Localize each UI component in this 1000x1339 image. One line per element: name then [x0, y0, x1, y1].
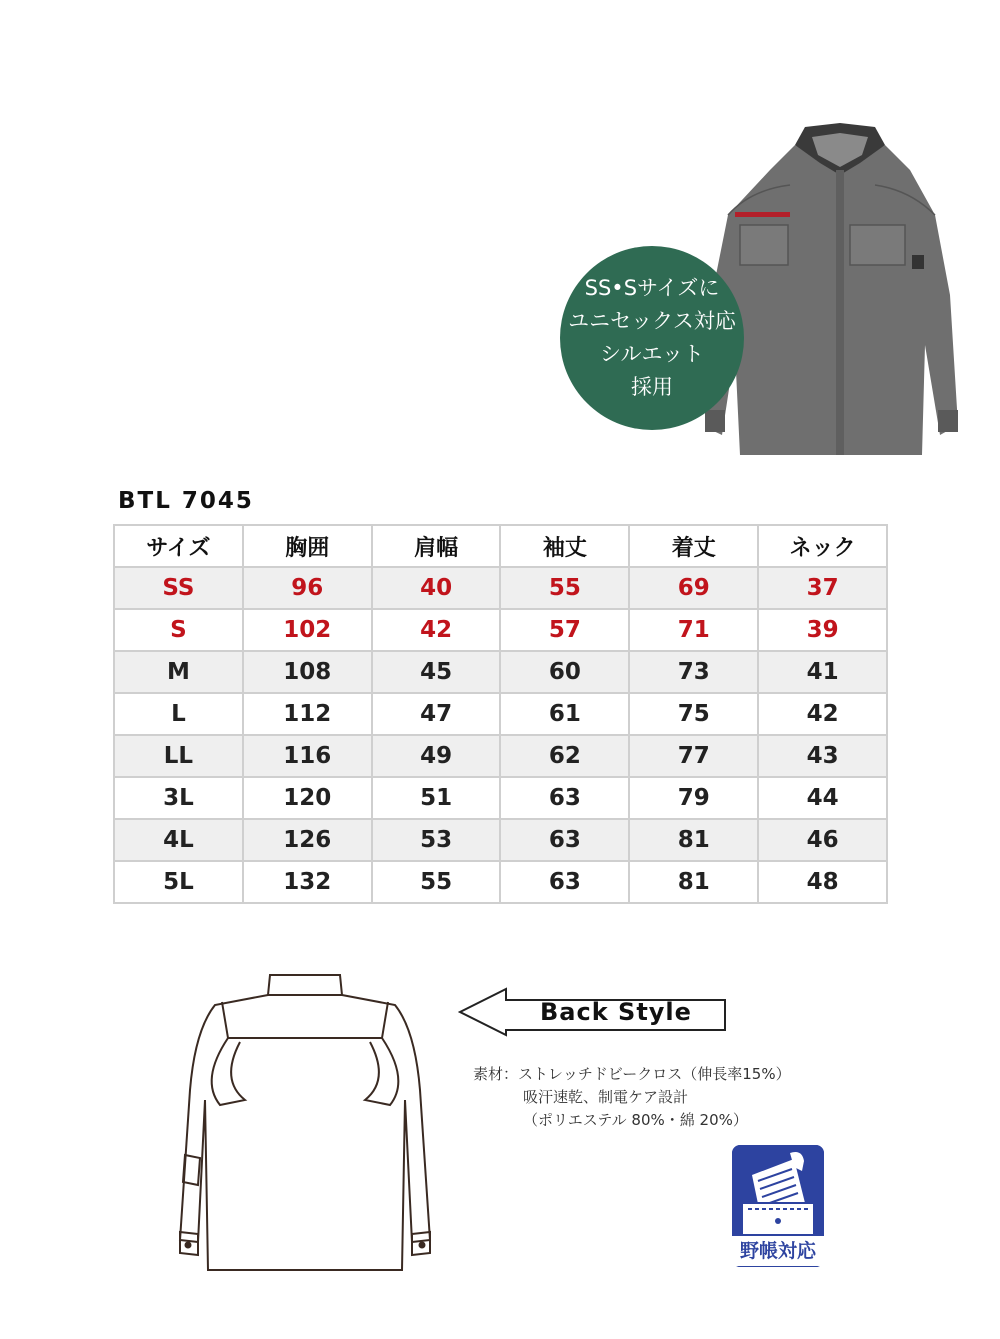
- measurement-cell: 60: [500, 651, 629, 693]
- table-row: [114, 735, 887, 777]
- measurement-cell: 73: [629, 651, 758, 693]
- material-line-2: 吸汗速乾、制電ケア設計: [523, 1088, 689, 1106]
- measurement-cell: 47: [372, 693, 501, 735]
- measurement-cell: 126: [243, 819, 372, 861]
- badge-line-3: シルエット: [599, 342, 705, 366]
- measurement-cell: 53: [372, 819, 501, 861]
- measurement-cell: 40: [372, 567, 501, 609]
- header-sleeve: 袖丈: [500, 525, 629, 567]
- measurement-cell: 132: [243, 861, 372, 903]
- unisex-silhouette-badge: [560, 246, 744, 430]
- size-cell: 3L: [114, 777, 243, 819]
- measurement-cell: 45: [372, 651, 501, 693]
- measurement-cell: 51: [372, 777, 501, 819]
- measurement-cell: 63: [500, 861, 629, 903]
- header-shoulder: 肩幅: [372, 525, 501, 567]
- size-table: [113, 524, 888, 904]
- measurement-cell: 120: [243, 777, 372, 819]
- table-row: [114, 819, 887, 861]
- measurement-cell: 42: [758, 693, 887, 735]
- measurement-cell: 55: [372, 861, 501, 903]
- shirt-back-drawing: [160, 970, 450, 1280]
- measurement-cell: 49: [372, 735, 501, 777]
- measurement-cell: 63: [500, 819, 629, 861]
- measurement-cell: 79: [629, 777, 758, 819]
- measurement-cell: 43: [758, 735, 887, 777]
- table-row: [114, 567, 887, 609]
- size-cell: 4L: [114, 819, 243, 861]
- measurement-cell: 96: [243, 567, 372, 609]
- table-row: [114, 609, 887, 651]
- measurement-cell: 61: [500, 693, 629, 735]
- badge-line-1: SS•Sサイズに: [584, 276, 720, 300]
- measurement-cell: 57: [500, 609, 629, 651]
- measurement-cell: 63: [500, 777, 629, 819]
- table-row: [114, 777, 887, 819]
- table-row: [114, 693, 887, 735]
- measurement-cell: 69: [629, 567, 758, 609]
- measurement-cell: 116: [243, 735, 372, 777]
- measurement-cell: 108: [243, 651, 372, 693]
- measurement-cell: 37: [758, 567, 887, 609]
- measurement-cell: 46: [758, 819, 887, 861]
- model-code: BTL 7045: [118, 488, 254, 514]
- badge-line-4: 採用: [631, 375, 673, 399]
- measurement-cell: 42: [372, 609, 501, 651]
- size-table-body: [114, 567, 887, 903]
- measurement-cell: 75: [629, 693, 758, 735]
- header-length: 着丈: [629, 525, 758, 567]
- measurement-cell: 81: [629, 861, 758, 903]
- size-cell: LL: [114, 735, 243, 777]
- measurement-cell: 77: [629, 735, 758, 777]
- notebook-pocket-label: 野帳対応: [732, 1236, 824, 1266]
- size-cell: SS: [114, 567, 243, 609]
- size-cell: 5L: [114, 861, 243, 903]
- measurement-cell: 44: [758, 777, 887, 819]
- size-cell: M: [114, 651, 243, 693]
- material-line-1: 素材：ストレッチドビークロス（伸長率15%）: [473, 1065, 791, 1083]
- measurement-cell: 71: [629, 609, 758, 651]
- size-cell: L: [114, 693, 243, 735]
- material-line-3: （ポリエステル 80%・綿 20%）: [523, 1111, 748, 1129]
- shirt-front-photo: [700, 115, 960, 465]
- header-size: サイズ: [114, 525, 243, 567]
- measurement-cell: 112: [243, 693, 372, 735]
- table-header-row: [114, 525, 887, 567]
- size-cell: S: [114, 609, 243, 651]
- table-row: [114, 651, 887, 693]
- back-style-label: Back Style: [540, 998, 692, 1026]
- header-neck: ネック: [758, 525, 887, 567]
- measurement-cell: 48: [758, 861, 887, 903]
- measurement-cell: 39: [758, 609, 887, 651]
- measurement-cell: 102: [243, 609, 372, 651]
- measurement-cell: 81: [629, 819, 758, 861]
- measurement-cell: 62: [500, 735, 629, 777]
- badge-line-2: ユニセックス対応: [568, 309, 736, 333]
- material-info: [473, 1063, 791, 1132]
- header-chest: 胸囲: [243, 525, 372, 567]
- measurement-cell: 41: [758, 651, 887, 693]
- measurement-cell: 55: [500, 567, 629, 609]
- table-row: [114, 861, 887, 903]
